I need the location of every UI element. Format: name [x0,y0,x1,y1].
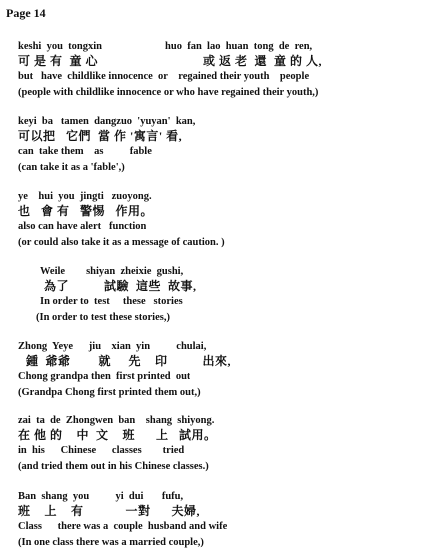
english-gloss-line: also can have alert function [18,221,147,232]
english-gloss-line: can take them as fable [18,146,152,157]
translation-line: (Grandpa Chong first printed them out,) [18,387,201,398]
page-header: Page 14 [6,6,46,20]
pinyin-line: keshi you tongxin huo fan lao huan tong de ren, [18,41,313,52]
pinyin-line: ye hui you jingti zuoyong. [18,191,152,202]
pinyin-line: Weile shiyan zheixie gushi, [40,266,184,277]
translation-line: (people with childlike innocence or who have regained their youth,) [18,87,319,98]
chinese-line: 可 是 有 童 心 或 返 老 還 童 的 人, [18,54,323,68]
chinese-line: 鍾 爺爺 就 先 印 出來, [26,354,232,368]
chinese-line: 為了 試驗 這些 故事, [44,279,197,293]
pinyin-line: zai ta de Zhongwen ban shang shiyong. [18,415,215,426]
pinyin-line: Zhong Yeye jiu xian yin chulai, [18,341,207,352]
english-gloss-line: in his Chinese classes tried [18,445,185,456]
english-gloss-line: In order to test these stories [40,296,183,307]
english-gloss-line: Chong grandpa then first printed out [18,371,191,382]
english-gloss-line: but have childlike innocence or regained their youth people [18,71,310,82]
translation-line: (and tried them out in his Chinese classes.) [18,461,209,472]
chinese-line: 在 他 的 中 文 班 上 試用。 [18,428,217,442]
translation-line: (can take it as a 'fable',) [18,162,125,173]
chinese-line: 可以把 它們 當 作 '寓言' 看, [18,129,183,143]
chinese-line: 班 上 有 一對 夫婦, [18,504,201,518]
translation-line: (In order to test these stories,) [36,312,170,323]
chinese-line: 也 會 有 警惕 作用。 [18,204,154,218]
translation-line: (or could also take it as a message of caution. ) [18,237,225,248]
pinyin-line: keyi ba tamen dangzuo 'yuyan' kan, [18,116,196,127]
english-gloss-line: Class there was a couple husband and wife [18,521,228,532]
pinyin-line: Ban shang you yi dui fufu, [18,491,184,502]
translation-line: (In one class there was a married couple,) [18,537,204,548]
